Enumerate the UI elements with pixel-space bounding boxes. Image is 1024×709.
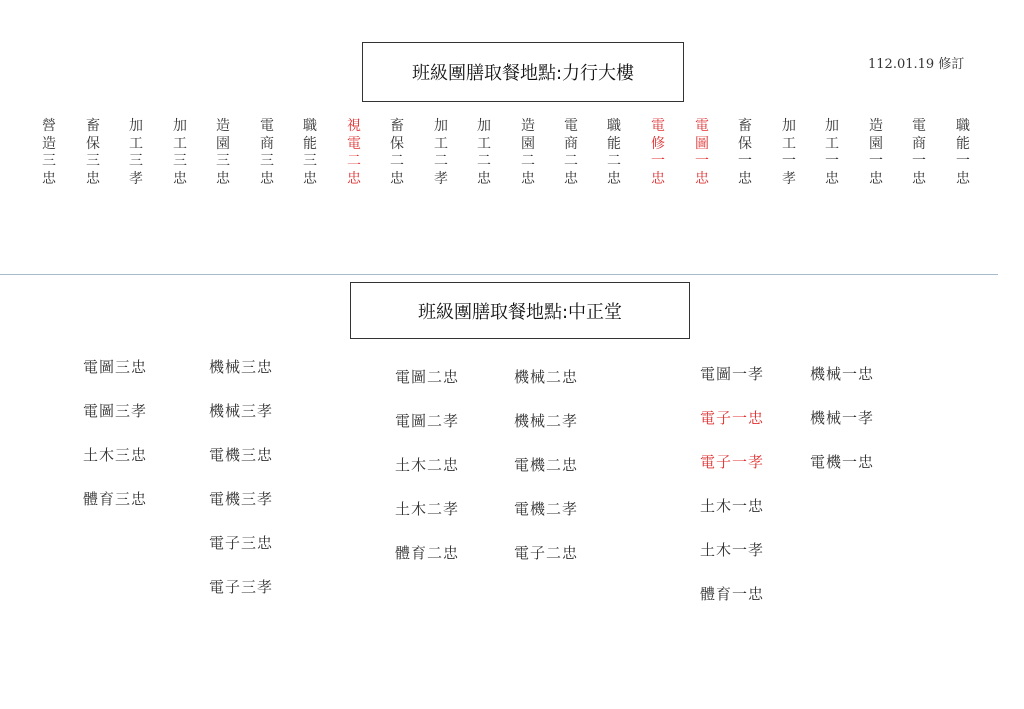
liixing-building-title-box [362,42,684,102]
zhongzheng-class-label: 機械一孝 [810,409,875,427]
zhongzheng-class-label: 體育二忠 [395,544,460,562]
revision-date: 112.01.19 修訂 [868,57,965,72]
zhongzheng-class-label: 機械三忠 [209,358,274,376]
zhongzheng-class-label: 電圖二忠 [395,368,460,386]
section-divider [0,274,998,275]
zhongzheng-class-label: 土木一孝 [700,541,765,559]
zhongzheng-class-label: 電圖一孝 [700,365,765,383]
liixing-class-label: 造 園 一 忠 [869,118,883,187]
liixing-class-label: 加 工 一 孝 [782,118,796,187]
liixing-class-label: 加 工 三 忠 [173,118,187,187]
liixing-class-label: 職 能 一 忠 [956,118,970,187]
liixing-class-label: 造 園 三 忠 [216,118,230,187]
liixing-class-label: 加 工 二 忠 [477,118,491,187]
liixing-class-list [0,118,1024,198]
zhongzheng-class-label: 體育三忠 [83,490,148,508]
zhongzheng-class-label: 電機三孝 [209,490,274,508]
liixing-class-label: 電 修 一 忠 [651,118,665,187]
zhongzheng-class-label: 電子二忠 [514,544,579,562]
zhongzheng-class-label: 電圖三孝 [83,402,148,420]
zhongzheng-hall-title-box [350,282,690,339]
liixing-class-label: 視 電 二 忠 [347,118,361,187]
zhongzheng-class-label: 土木三忠 [83,446,148,464]
zhongzheng-class-label: 電圖二孝 [395,412,460,430]
zhongzheng-class-label: 機械三孝 [209,402,274,420]
zhongzheng-class-label: 土木二孝 [395,500,460,518]
zhongzheng-class-label: 電子三忠 [209,534,274,552]
zhongzheng-class-label: 機械一忠 [810,365,875,383]
liixing-class-label: 職 能 三 忠 [303,118,317,187]
liixing-class-label: 畜 保 一 忠 [738,118,752,187]
liixing-class-label: 畜 保 三 忠 [86,118,100,187]
zhongzheng-class-label: 體育一忠 [700,585,765,603]
liixing-class-label: 加 工 一 忠 [825,118,839,187]
liixing-class-label: 電 圖 一 忠 [695,118,709,187]
zhongzheng-class-label: 電機一忠 [810,453,875,471]
liixing-class-label: 電 商 二 忠 [564,118,578,187]
zhongzheng-class-label: 土木一忠 [700,497,765,515]
liixing-class-label: 加 工 二 孝 [434,118,448,187]
liixing-class-label: 職 能 二 忠 [607,118,621,187]
zhongzheng-class-label: 機械二孝 [514,412,579,430]
liixing-class-label: 造 園 二 忠 [521,118,535,187]
zhongzheng-class-label: 電圖三忠 [83,358,148,376]
zhongzheng-class-label: 電子三孝 [209,578,274,596]
zhongzheng-hall-title: 班級團膳取餐地點:中正堂 [417,301,623,323]
liixing-class-label: 畜 保 二 忠 [390,118,404,187]
liixing-class-label: 電 商 一 忠 [912,118,926,187]
liixing-class-label: 電 商 三 忠 [260,118,274,187]
zhongzheng-class-label: 電機二孝 [514,500,579,518]
zhongzheng-class-label: 電機三忠 [209,446,274,464]
zhongzheng-class-label: 電子一忠 [700,409,765,427]
zhongzheng-class-label: 電子一孝 [700,453,765,471]
liixing-class-label: 加 工 三 孝 [129,118,143,187]
zhongzheng-class-label: 電機二忠 [514,456,579,474]
liixing-building-title: 班級團膳取餐地點:力行大樓 [411,63,635,84]
liixing-class-label: 營 造 三 忠 [42,118,56,187]
zhongzheng-class-label: 土木二忠 [395,456,460,474]
zhongzheng-class-label: 機械二忠 [514,368,579,386]
